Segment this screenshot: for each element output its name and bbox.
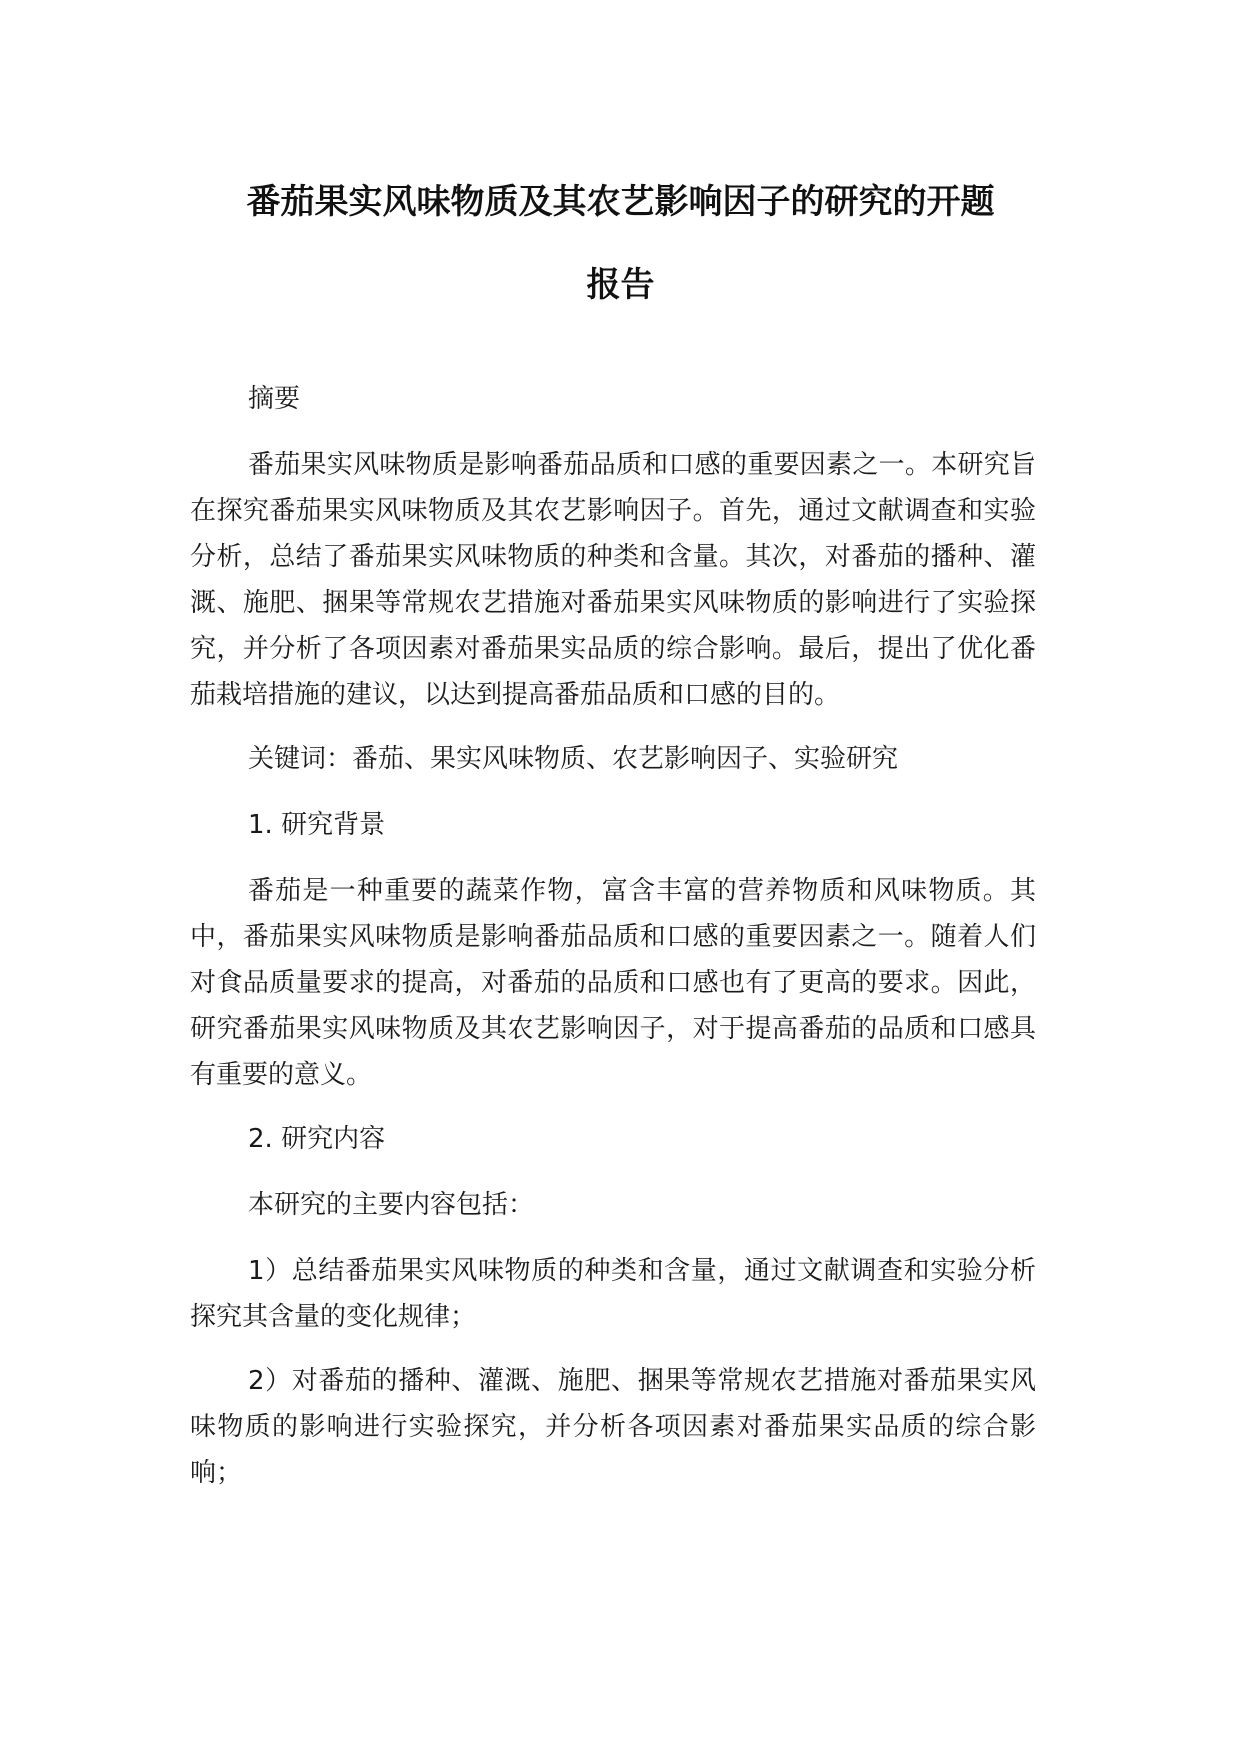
section1-paragraph: 番茄是一种重要的蔬菜作物，富含丰富的营养物质和风味物质。其中，番茄果实风味物质是影响番茄品质和口感的重要因素之一。随着人们对食品质量要求的提高，对番茄的品质和口感也有了更高的要求。因此，研究番茄果实风味物质及其农艺影响因子，对于提高番茄的品质和口感具有重要的意义。 <box>190 876 1036 1090</box>
section2-intro: 本研究的主要内容包括： <box>248 1190 535 1220</box>
document-title-line1: 番茄果实风味物质及其农艺影响因子的研究的开题 <box>246 182 995 222</box>
document-title-line2: 报告 <box>586 265 655 305</box>
list-item-2: 2）对番茄的播种、灌溉、施肥、捆果等常规农艺措施对番茄果实风味物质的影响进行实验探究，并分析各项因素对番茄果实品质的综合影响； <box>190 1366 1036 1488</box>
document-body <box>190 376 1036 1514</box>
list-item-1: 1）总结番茄果实风味物质的种类和含量，通过文献调查和实验分析探究其含量的变化规律； <box>190 1256 1036 1332</box>
abstract-heading: 摘要 <box>248 384 301 414</box>
keywords-line: 关键词：番茄、果实风味物质、农艺影响因子、实验研究 <box>248 744 899 774</box>
section2-heading: 2. 研究内容 <box>248 1124 386 1154</box>
abstract-paragraph: 番茄果实风味物质是影响番茄品质和口感的重要因素之一。本研究旨在探究番茄果实风味物质及其农艺影响因子。首先，通过文献调查和实验分析，总结了番茄果实风味物质的种类和含量。其次，对番茄的播种、灌溉、施肥、捆果等常规农艺措施对番茄果实风味物质的影响进行了实验探究，并分析了各项因素对番茄果实品质的综合影响。最后，提出了优化番茄栽培措施的建议，以达到提高番茄品质和口感的目的。 <box>190 450 1036 710</box>
section1-heading: 1. 研究背景 <box>248 810 386 840</box>
